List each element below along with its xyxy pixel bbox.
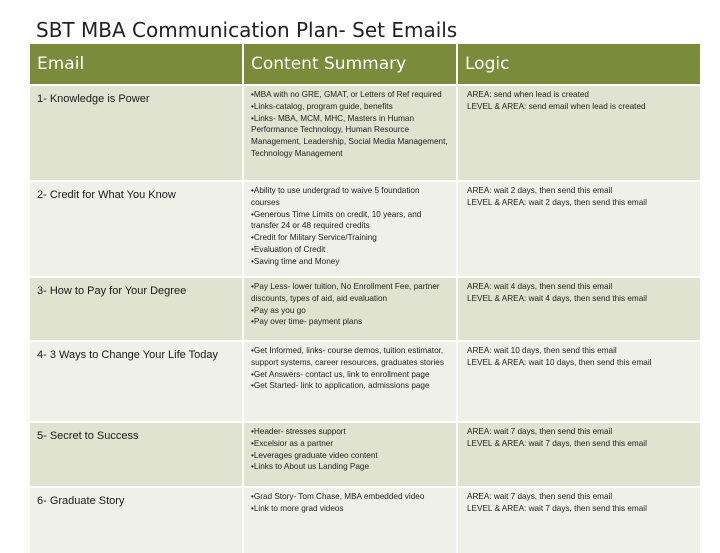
logic-line: AREA: send when lead is created — [467, 90, 589, 99]
table-row — [30, 277, 700, 341]
logic-cell — [457, 85, 700, 181]
email-cell: 3- How to Pay for Your Degree — [30, 277, 243, 341]
content-summary-cell — [243, 181, 457, 277]
logic-cell — [457, 487, 700, 553]
table-row — [30, 341, 700, 422]
page-title: SBT MBA Communication Plan- Set Emails — [36, 18, 458, 42]
content-bullet: •Get Started- link to application, admissions page — [251, 381, 430, 391]
logic-line: AREA: wait 7 days, then send this email — [467, 492, 613, 501]
content-bullet: •Pay Less- lower tuition, No Enrollment Fee, partner discounts, types of aid, aid evaluation — [251, 282, 440, 303]
logic-line: LEVEL & AREA: wait 7 days, then send this email — [467, 438, 647, 448]
logic-line: AREA: wait 10 days, then send this email — [467, 346, 617, 355]
content-bullet: •Pay over time- payment plans — [251, 317, 363, 327]
email-cell: 6- Graduate Story — [30, 487, 243, 553]
logic-line: LEVEL & AREA: wait 10 days, then send this email — [467, 357, 652, 367]
content-bullet: •Excelsior as a partner — [251, 438, 334, 448]
content-bullet: •Ability to use undergrad to waive 5 foundation courses — [251, 186, 420, 207]
logic-cell — [457, 422, 700, 487]
content-bullet: •Get Informed, links- course demos, tuition estimator, support systems, career resources, graduates stories — [251, 346, 444, 367]
content-summary-cell — [243, 487, 457, 553]
content-bullet: •Evaluation of Credit — [251, 244, 326, 254]
logic-cell — [457, 341, 700, 422]
logic-line: LEVEL & AREA: wait 7 days, then send this email — [467, 503, 647, 513]
logic-cell — [457, 181, 700, 277]
communication-plan-table — [30, 44, 700, 553]
content-bullet: •MBA with no GRE, GMAT, or Letters of Ref required — [251, 90, 442, 99]
email-cell: 5- Secret to Success — [30, 422, 243, 487]
content-bullet: •Grad Story- Tom Chase, MBA embedded video — [251, 492, 425, 501]
content-summary-cell — [243, 85, 457, 181]
table-row — [30, 422, 700, 487]
column-header-email: Email — [30, 44, 243, 85]
content-bullet: •Credit for Military Service/Training — [251, 233, 377, 243]
content-bullet: •Saving time and Money — [251, 256, 340, 266]
content-bullet: •Leverages graduate video content — [251, 450, 378, 460]
content-bullet: •Generous Time Limits on credit, 10 years, and transfer 24 or 48 required credits — [251, 209, 422, 231]
content-bullet: •Link to more grad videos — [251, 503, 344, 513]
logic-line: AREA: wait 7 days, then send this email — [467, 427, 613, 436]
logic-line: LEVEL & AREA: wait 2 days, then send this email — [467, 197, 647, 207]
content-summary-cell — [243, 277, 457, 341]
logic-cell — [457, 277, 700, 341]
table-header-row — [30, 44, 700, 85]
column-header-logic: Logic — [457, 44, 700, 85]
content-bullet: •Get Answers- contact us, link to enrollment page — [251, 369, 430, 379]
email-cell: 1- Knowledge is Power — [30, 85, 243, 181]
content-bullet: •Links- MBA, MCM, MHC, Masters in Human Performance Technology, Human Resource Management, Leadership, Social Media Management, Technology Management — [251, 113, 448, 158]
table-row — [30, 85, 700, 181]
column-header-content-summary: Content Summary — [243, 44, 457, 85]
content-bullet: •Header- stresses support — [251, 427, 346, 436]
content-bullet: •Links to About us Landing Page — [251, 462, 370, 472]
email-cell: 2- Credit for What You Know — [30, 181, 243, 277]
content-bullet: •Links-catalog, program guide, benefits — [251, 101, 393, 111]
logic-line: AREA: wait 4 days, then send this email — [467, 282, 613, 291]
table-row — [30, 487, 700, 553]
content-summary-cell — [243, 422, 457, 487]
logic-line: LEVEL & AREA: wait 4 days, then send this email — [467, 293, 647, 303]
content-summary-cell — [243, 341, 457, 422]
email-cell: 4- 3 Ways to Change Your Life Today — [30, 341, 243, 422]
table-row — [30, 181, 700, 277]
logic-line: AREA: wait 2 days, then send this email — [467, 186, 613, 195]
logic-line: LEVEL & AREA: send email when lead is created — [467, 101, 646, 111]
content-bullet: •Pay as you go — [251, 305, 306, 315]
